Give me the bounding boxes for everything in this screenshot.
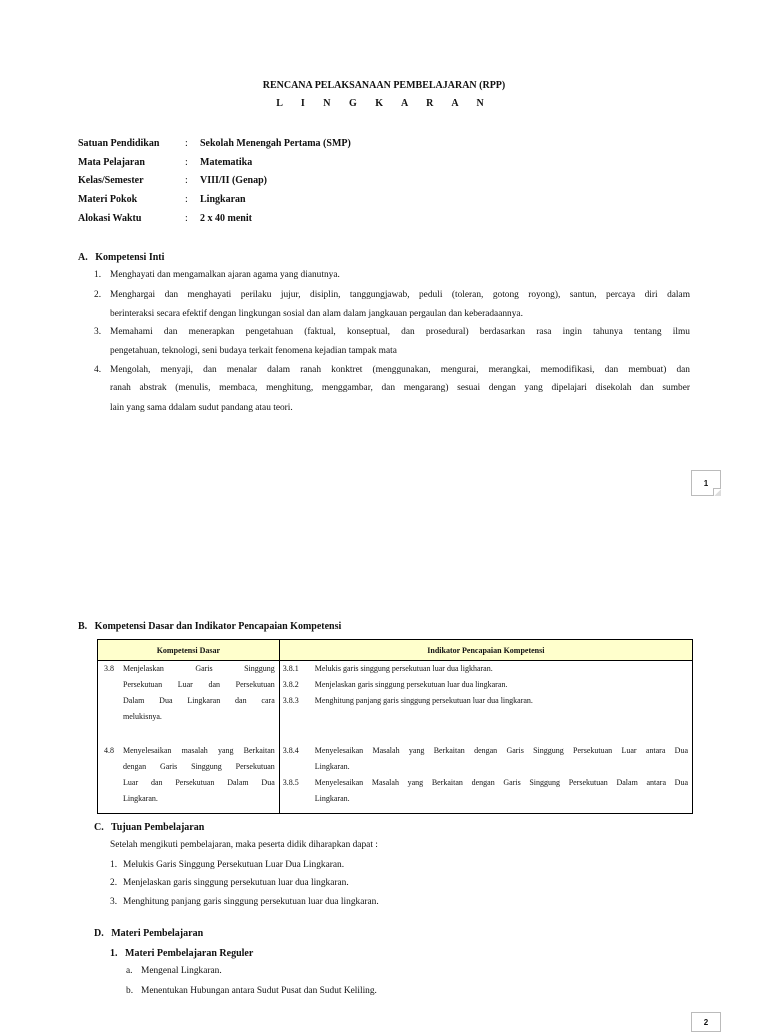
list-item-letter: a.	[126, 966, 133, 976]
list-item-number: 1.	[110, 860, 118, 870]
identity-value: 2 x 40 menit	[200, 213, 252, 224]
list-item-text: Menghargai dan menghayati perilaku jujur, disiplin, tanggungjawab, peduli (toleran, gotong royong), santun, percaya diri dalam	[110, 290, 690, 300]
page-curl-icon	[713, 488, 721, 496]
ipk-number: 3.8.2	[282, 680, 299, 689]
kd-cell	[98, 661, 280, 744]
identity-colon: :	[185, 157, 188, 168]
kd-text-line: Lingkaran.	[123, 794, 158, 803]
list-item-text: Memahami dan menerapkan pengetahuan (faktual, konseptual, dan prosedural) berdasarkan rasa ingin tahunya tentang ilmu	[110, 327, 690, 337]
identity-colon: :	[185, 194, 188, 205]
list-item-number: 1.	[94, 270, 102, 280]
ipk-text	[315, 775, 692, 807]
ipk-cell	[279, 661, 692, 744]
column-header-ipk: Indikator Pencapaian Kompetensi	[279, 640, 692, 661]
ipk-number: 3.8.3	[282, 696, 299, 705]
kd-text-line: Luar dan Persekutuan Dalam Dua	[123, 778, 275, 787]
list-item-text: Menghitung panjang garis singgung persekutuan luar dua lingkaran.	[123, 897, 379, 907]
list-item-text: Menentukan Hubungan antara Sudut Pusat dan Sudut Keliling.	[141, 986, 377, 996]
list-item-text: Mengenal Lingkaran.	[141, 966, 222, 976]
list-item-number: 2.	[110, 878, 118, 888]
ipk-text-line: Menyelesaikan Masalah yang Berkaitan dengan Garis Singgung Persekutuan Luar antara Dua	[314, 746, 688, 755]
document-subtitle: L I N G K A R A N	[276, 98, 492, 109]
column-header-kd: Kompetensi Dasar	[98, 640, 280, 661]
list-item-text: ranah abstrak (menulis, membaca, menghitung, menggambar, dan mengarang) sesuai dengan yang dipelajari disekolah dan sumber	[110, 383, 690, 393]
ipk-item	[280, 775, 692, 807]
list-item-number: 4.	[94, 365, 102, 375]
identity-colon: :	[185, 138, 188, 149]
identity-value: VIII/II (Genap)	[200, 175, 267, 186]
list-item-text: berinteraksi secara efektif dengan lingkungan sosial dan alam dalam jangkauan pergaulan dan keberadaannya.	[110, 309, 523, 319]
kd-text-line: Menyelesaikan masalah yang Berkaitan	[123, 746, 275, 755]
identity-colon: :	[185, 213, 188, 224]
list-item-number: 3.	[94, 327, 102, 337]
ipk-item	[280, 693, 692, 709]
page-number: 2	[703, 1018, 709, 1027]
table-header-row	[98, 640, 693, 661]
list-item-text: lain yang sama ddalam sudut pandang atau teori.	[110, 403, 293, 413]
competency-table	[97, 639, 693, 814]
ipk-text-line: Lingkaran.	[314, 794, 350, 803]
identity-value: Lingkaran	[200, 194, 246, 205]
table-row	[98, 661, 693, 744]
identity-label: Mata Pelajaran	[78, 157, 145, 168]
identity-value: Sekolah Menengah Pertama (SMP)	[200, 138, 351, 149]
page-number-badge	[691, 1012, 721, 1032]
identity-colon: :	[185, 175, 188, 186]
section-d-heading: D. Materi Pembelajaran	[94, 928, 204, 939]
ipk-item	[280, 661, 692, 677]
section-c-heading: C. Tujuan Pembelajaran	[94, 822, 205, 833]
section-d-subheading: 1. Materi Pembelajaran Reguler	[110, 948, 254, 959]
ipk-cell	[279, 743, 692, 814]
kd-text-line: melukisnya.	[123, 712, 162, 721]
identity-label: Alokasi Waktu	[78, 213, 142, 224]
list-item-letter: b.	[126, 986, 134, 996]
ipk-text: Menjelaskan garis singgung persekutuan luar dua lingkaran.	[314, 680, 508, 689]
ipk-number: 3.8.4	[282, 746, 299, 755]
ipk-text-line: Menyelesaikan Masalah yang Berkaitan dengan Garis Singgung Persekutuan Dalam antara Dua	[314, 778, 688, 787]
section-a-heading: A. Kompetensi Inti	[78, 252, 165, 263]
list-item-number: 2.	[94, 290, 102, 300]
document-title: RENCANA PELAKSANAAN PEMBELAJARAN (RPP)	[262, 80, 506, 91]
kd-text-line: Dalam Dua Lingkaran dan cara	[123, 696, 275, 705]
kd-number: 4.8	[104, 746, 114, 755]
section-b-heading: B. Kompetensi Dasar dan Indikator Pencapaian Kompetensi	[78, 621, 342, 632]
ipk-number: 3.8.5	[282, 778, 299, 787]
ipk-item	[280, 677, 692, 693]
kd-text-line: Menjelaskan Garis Singgung	[123, 664, 275, 673]
section-c-intro: Setelah mengikuti pembelajaran, maka peserta didik diharapkan dapat :	[110, 840, 378, 850]
ipk-text	[315, 743, 692, 775]
identity-value: Matematika	[200, 157, 253, 168]
table-row	[98, 743, 693, 814]
ipk-item	[280, 743, 692, 775]
ipk-text: Melukis garis singgung persekutuan luar dua ligkharan.	[314, 664, 493, 673]
kd-text-line: dengan Garis Singgung Persekutuan	[123, 762, 275, 771]
kd-cell	[98, 743, 280, 814]
list-item-text: Menjelaskan garis singgung persekutuan luar dua lingkaran.	[123, 878, 349, 888]
page-number-badge	[691, 470, 721, 496]
ipk-text: Menghitung panjang garis singgung persekutuan luar dua lingkaran.	[314, 696, 533, 705]
ipk-number: 3.8.1	[282, 664, 299, 673]
page-number: 1	[703, 478, 709, 488]
identity-label: Kelas/Semester	[78, 175, 144, 186]
identity-label: Materi Pokok	[78, 194, 138, 205]
list-item-number: 3.	[110, 897, 118, 907]
list-item-text: Melukis Garis Singgung Persekutuan Luar Dua Lingkaran.	[123, 860, 345, 870]
list-item-text: Menghayati dan mengamalkan ajaran agama yang dianutnya.	[110, 270, 340, 280]
kd-text-line: Persekutuan Luar dan Persekutuan	[123, 680, 275, 689]
identity-label: Satuan Pendidikan	[78, 138, 160, 149]
list-item-text: pengetahuan, teknologi, seni budaya terkait fenomena kejadian tampak mata	[110, 346, 397, 356]
kd-number: 3.8	[104, 664, 114, 673]
ipk-text-line: Lingkaran.	[314, 762, 350, 771]
list-item-text: Mengolah, menyaji, dan menalar dalam ranah konktret (menggunakan, mengurai, merangkai, memodifikasi, dan membuat) dan	[110, 365, 690, 375]
